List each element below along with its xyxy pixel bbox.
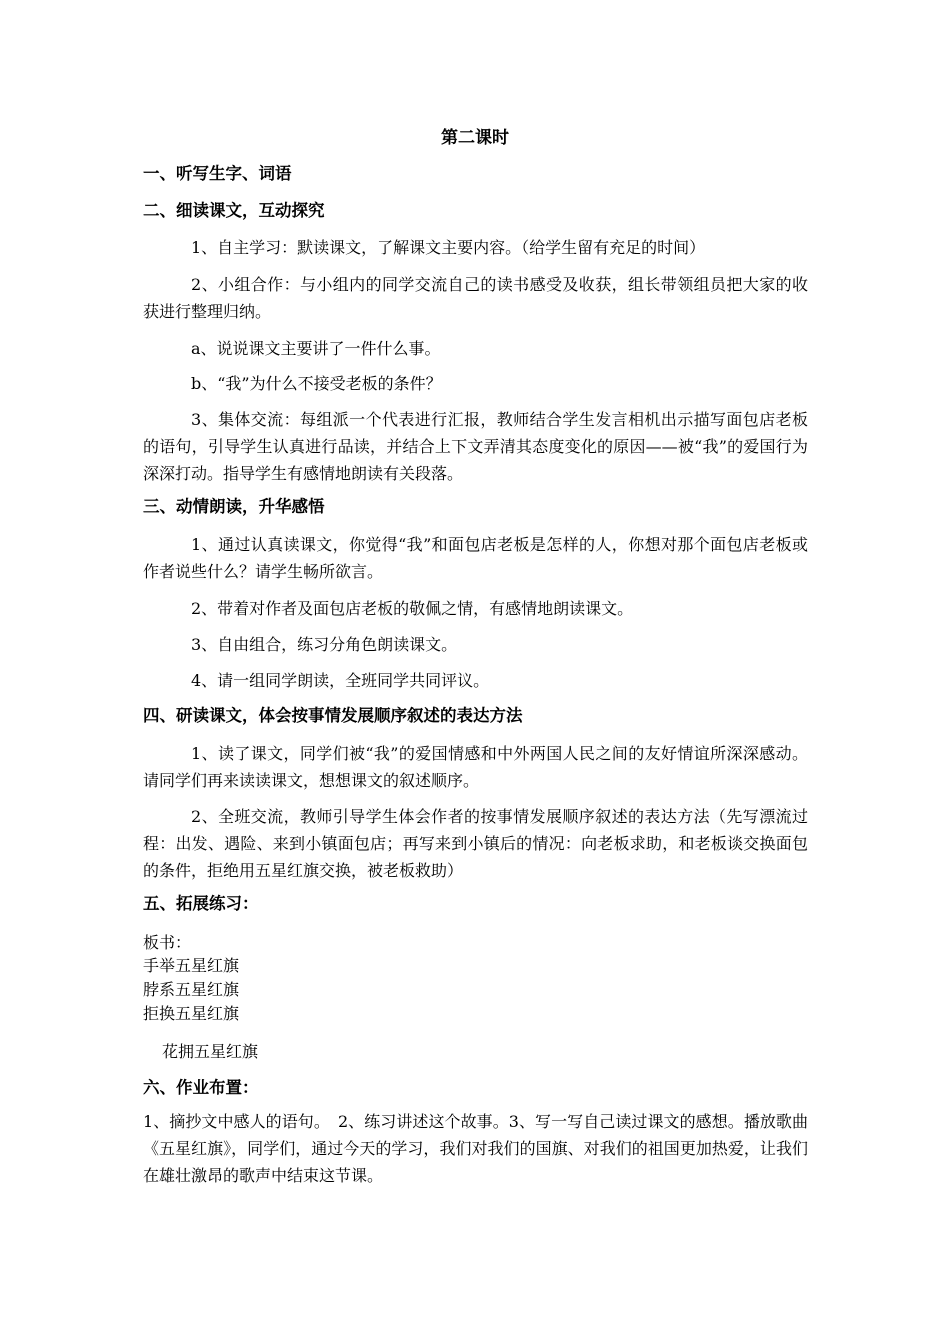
paragraph-self-study: 1、自主学习：默读课文，了解课文主要内容。（给学生留有充足的时间） (191, 238, 706, 257)
section-heading-1: 一、听写生字、词语 (143, 164, 292, 183)
section-heading-6: 六、作业布置： (143, 1078, 259, 1097)
paragraph-group-work: 2、小组合作：与小组内的同学交流自己的读书感受及收获，组长带领组员把大家的收获进行整理归纳。 (143, 275, 808, 321)
paragraph-question-a: a、说说课文主要讲了一件什么事。 (191, 339, 441, 358)
paragraph-reading-4: 4、请一组同学朗读，全班同学共同评议。 (191, 671, 490, 690)
paragraph-reading-3: 3、自由组合，练习分角色朗读课文。 (191, 635, 458, 654)
board-label: 板书： (143, 933, 192, 952)
paragraph-study-2: 2、全班交流，教师引导学生体会作者的按事情发展顺序叙述的表达方法（先写漂流过程：出发、遇险、来到小镇面包店；再写来到小镇后的情况：向老板求助，和老板谈交换面包的条件，拒绝用五星红旗交换，被老板救助） (143, 807, 808, 880)
paragraph-homework: 1、摘抄文中感人的语句。 2、练习讲述这个故事。3、写一写自己读过课文的感想。播放歌曲《五星红旗》，同学们，通过今天的学习，我们对我们的国旗、对我们的祖国更加热爱，让我们在雄壮激昂的歌声中结束这节课。 (143, 1112, 808, 1185)
paragraph-study-1: 1、读了课文，同学们被“我”的爱国情感和中外两国人民之间的友好情谊所深深感动。请同学们再来读读课文，想想课文的叙述顺序。 (143, 744, 808, 790)
board-line: 花拥五星红旗 (162, 1042, 259, 1061)
section-heading-5: 五、拓展练习： (143, 894, 259, 913)
paragraph-question-b: b、“我”为什么不接受老板的条件？ (191, 374, 442, 393)
board-line: 拒换五星红旗 (143, 1004, 240, 1023)
section-heading-2: 二、细读课文，互动探究 (143, 201, 325, 220)
board-line: 手举五星红旗 (143, 956, 240, 975)
section-heading-4: 四、研读课文，体会按事情发展顺序叙述的表达方法 (143, 706, 523, 725)
paragraph-reading-2: 2、带着对作者及面包店老板的敬佩之情，有感情地朗读课文。 (191, 599, 634, 618)
section-heading-3: 三、动情朗读，升华感悟 (143, 497, 325, 516)
board-line: 脖系五星红旗 (143, 980, 240, 999)
paragraph-group-sharing: 3、集体交流：每组派一个代表进行汇报，教师结合学生发言相机出示描写面包店老板的语句，引导学生认真进行品读，并结合上下文弄清其态度变化的原因——被“我”的爱国行为深深打动。指导学生有感情地朗读有关段落。 (143, 410, 808, 483)
paragraph-reading-1: 1、通过认真读课文，你觉得“我”和面包店老板是怎样的人，你想对那个面包店老板或作者说些什么？请学生畅所欲言。 (143, 535, 808, 581)
page-title: 第二课时 (441, 128, 509, 148)
